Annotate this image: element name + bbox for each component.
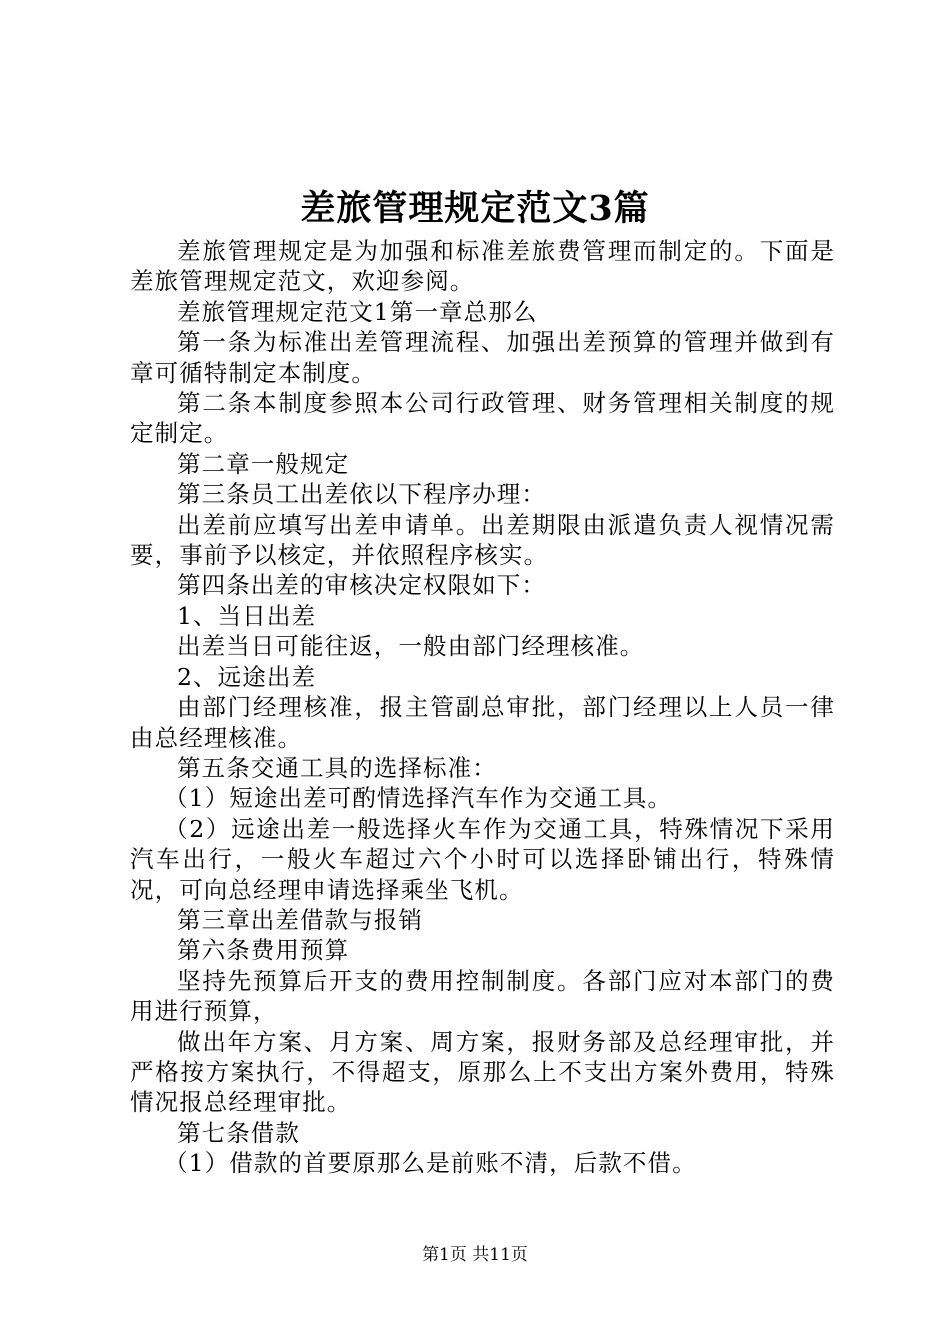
- paragraph: 第七条借款: [177, 1118, 300, 1147]
- list-item: 2、远途出差: [177, 662, 317, 691]
- paragraph: 第六条费用预算: [177, 936, 350, 965]
- paragraph: 出差当日可能往返，一般由部门经理核准。: [177, 632, 645, 661]
- paragraph: 第三条员工出差依以下程序办理：: [177, 480, 546, 509]
- paragraph: 第四条出差的审核决定权限如下：: [177, 571, 546, 600]
- document-title: 差旅管理规定范文3篇: [300, 188, 650, 229]
- paragraph: 差旅管理规定是为加强和标准差旅费管理而制定的。下面是差旅管理规定范文，欢迎参阅。: [130, 237, 835, 296]
- list-item: （2）远途出差一般选择火车作为交通工具，特殊情况下采用汽车出行，一般火车超过六个小时可以选择卧铺出行，特殊情况，可向总经理申请选择乘坐飞机。: [130, 814, 835, 904]
- chapter-heading: 第三章出差借款与报销: [177, 905, 423, 934]
- paragraph: 第一条为标准出差管理流程、加强出差预算的管理并做到有章可循特制定本制度。: [130, 328, 835, 387]
- paragraph: 差旅管理规定范文1第一章总那么: [177, 297, 538, 326]
- paragraph: 坚持先预算后开支的费用控制制度。各部门应对本部门的费用进行预算，: [130, 966, 835, 1026]
- paragraph: 做出年方案、月方案、周方案，报财务部及总经理审批，并严格按方案执行，不得超支，原那么上不支出方案外费用，特殊情况报总经理审批。: [130, 1027, 835, 1117]
- chapter-heading: 第二章一般规定: [177, 449, 350, 478]
- list-item: 1、当日出差: [177, 601, 317, 630]
- list-item: （1）短途出差可酌情选择汽车作为交通工具。: [164, 784, 673, 813]
- paragraph: 出差前应填写出差申请单。出差期限由派遣负责人视情况需要，事前予以核定，并依照程序核实。: [130, 510, 835, 570]
- paragraph: 由部门经理核准，报主管副总审批，部门经理以上人员一律由总经理核准。: [130, 693, 835, 752]
- document-body: [130, 236, 835, 1179]
- list-item: （1）借款的首要原那么是前账不清，后款不借。: [164, 1149, 697, 1178]
- paragraph: 第五条交通工具的选择标准：: [177, 753, 497, 782]
- paragraph: 第二条本制度参照本公司行政管理、财务管理相关制度的规定制定。: [130, 389, 835, 448]
- page-footer: 第1页 共11页: [422, 1245, 528, 1265]
